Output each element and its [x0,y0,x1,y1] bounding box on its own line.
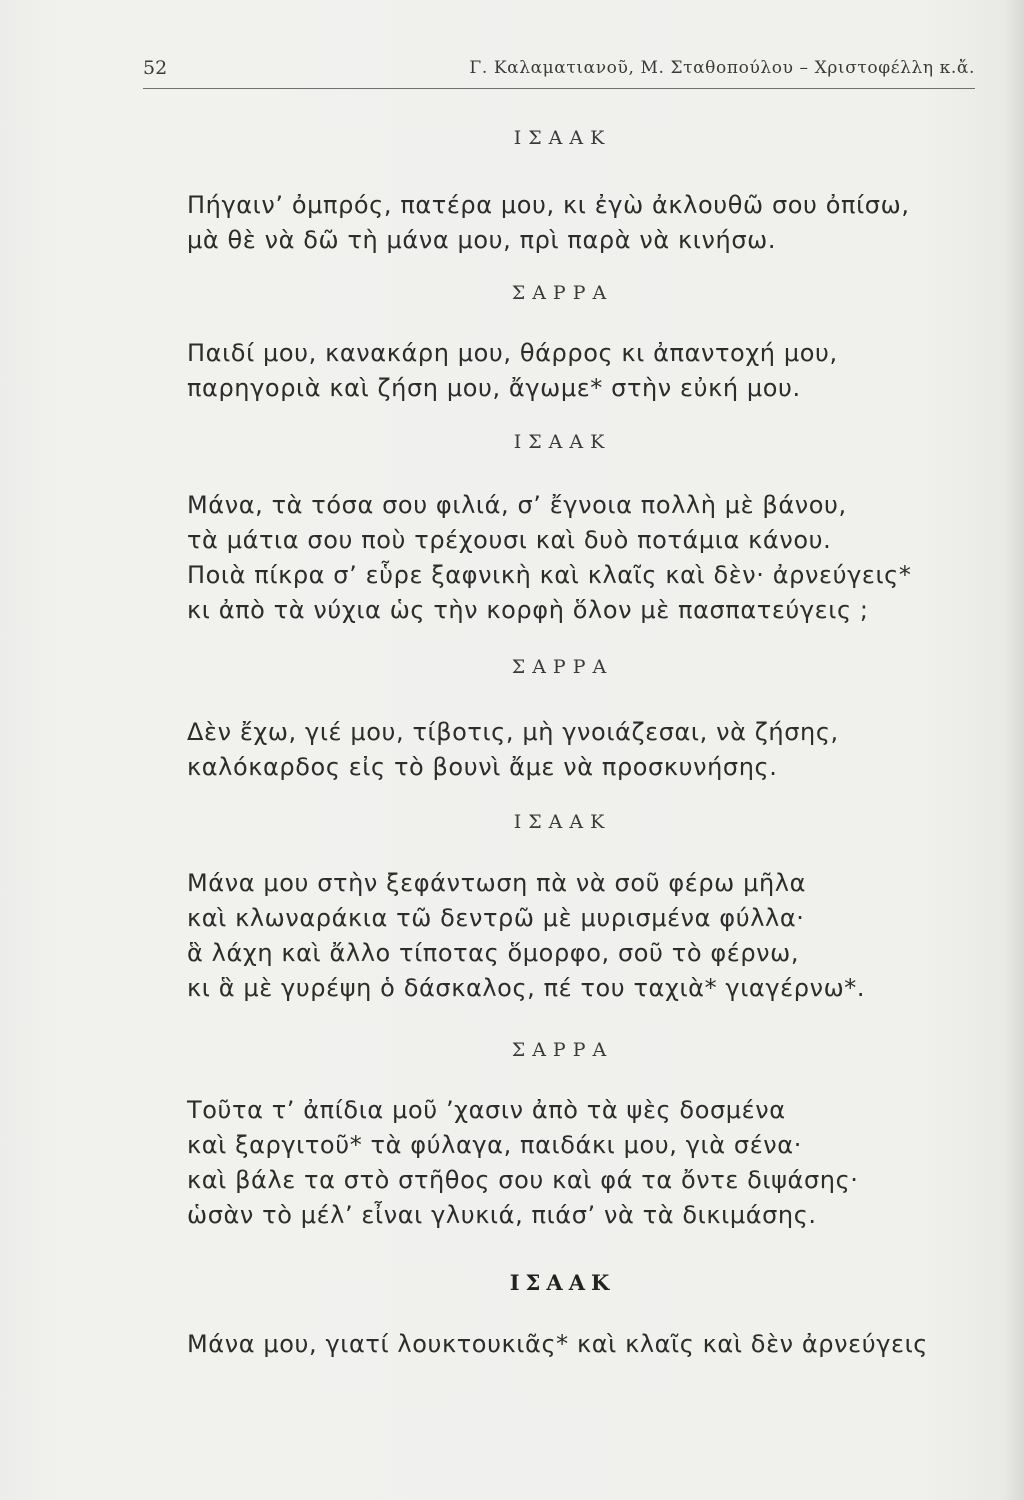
speaker-heading: ΙΣΑΑΚ [513,431,612,453]
dialogue-section [143,1038,975,1229]
verse-line: Πήγαιν’ ὀμπρός, πατέρα μου, κι ἐγὼ ἀκλουθῶ σου ὀπίσω, [187,191,910,219]
verse-line: Μάνα, τὰ τόσα σου φιλιά, σ’ ἔγνοια πολλὴ μὲ βάνου, [187,491,847,519]
speaker-heading: ΣΑΡΡΑ [511,656,614,678]
speaker-heading: ΣΑΡΡΑ [511,1039,614,1061]
verse-block [187,715,987,785]
header-rule [143,88,975,89]
verse-line: παρηγοριὰ καὶ ζήση μου, ἄγωμε* στὴν εὐκή μου. [187,374,801,402]
dialogue-section [143,655,975,781]
verse-line: Τοῦτα τ’ ἀπίδια μοῦ ’χασιν ἀπὸ τὰ ψὲς δοσμένα [187,1096,786,1124]
verse-line: καὶ κλωναράκια τῶ δεντρῶ μὲ μυρισμένα φύλλα· [187,904,805,932]
verse-block [187,1093,987,1233]
verse-line: Μάνα μου, γιατί λουκτουκιᾶς* καὶ κλαῖς καὶ δὲν ἀρνεύγεις [187,1330,928,1358]
verse-line: καὶ βάλε τα στὸ στῆθος σου καὶ φά τα ὄντε διψάσης· [187,1166,859,1194]
page-number: 52 [143,57,168,79]
verse-block [187,336,987,406]
dialogue-section [143,126,975,254]
verse-block [187,1327,987,1362]
verse-line: κι ἃ μὲ γυρέψη ὁ δάσκαλος, πέ του ταχιὰ* γιαγέρνω*. [187,974,866,1002]
running-header: Γ. Καλαματιανοῦ, Μ. Σταθοπούλου – Χριστοφέλλη κ.ἄ. [469,58,975,78]
verse-line: Παιδί μου, κανακάρη μου, θάρρος κι ἀπαντοχή μου, [187,339,838,367]
verse-line: ἃ λάχη καὶ ἄλλο τίποτας ὅμορφο, σοῦ τὸ φέρνω, [187,939,800,967]
speaker-heading: ΙΣΑΑΚ [509,1270,616,1295]
dialogue-section [143,1270,975,1358]
verse-line: Δὲν ἔχω, γιέ μου, τίβοτις, μὴ γνοιάζεσαι, νὰ ζήσης, [187,718,839,746]
verse-line: καλόκαρδος εἰς τὸ βουνὶ ἄμε νὰ προσκυνήσης. [187,753,778,781]
speaker-heading: ΙΣΑΑΚ [513,127,612,149]
dialogue-section [143,430,975,624]
verse-block [187,188,987,258]
verse-line: ὡσὰν τὸ μέλ’ εἶναι γλυκιά, πιάσ’ νὰ τὰ δικιμάσης. [187,1201,817,1229]
verse-line: Μάνα μου στὴν ξεφάντωση πὰ νὰ σοῦ φέρω μῆλα [187,869,807,897]
speaker-heading: ΣΑΡΡΑ [511,282,614,304]
speaker-heading: ΙΣΑΑΚ [513,811,612,833]
verse-block [187,488,987,628]
dialogue-section [143,810,975,1002]
dialogue-section [143,281,975,402]
verse-line: κι ἀπὸ τὰ νύχια ὡς τὴν κορφὴ ὅλον μὲ πασπατεύγεις ; [187,596,869,624]
verse-line: μὰ θὲ νὰ δῶ τὴ μάνα μου, πρὶ παρὰ νὰ κινήσω. [187,226,777,254]
verse-block [187,866,987,1006]
verse-line: Ποιὰ πίκρα σ’ εὗρε ξαφνικὴ καὶ κλαῖς καὶ δὲν· ἀρνεύγεις* [187,561,912,589]
verse-line: καὶ ξαργιτοῦ* τὰ φύλαγα, παιδάκι μου, γιὰ σένα· [187,1131,802,1159]
verse-line: τὰ μάτια σου ποὺ τρέχουσι καὶ δυὸ ποτάμια κάνου. [187,526,832,554]
